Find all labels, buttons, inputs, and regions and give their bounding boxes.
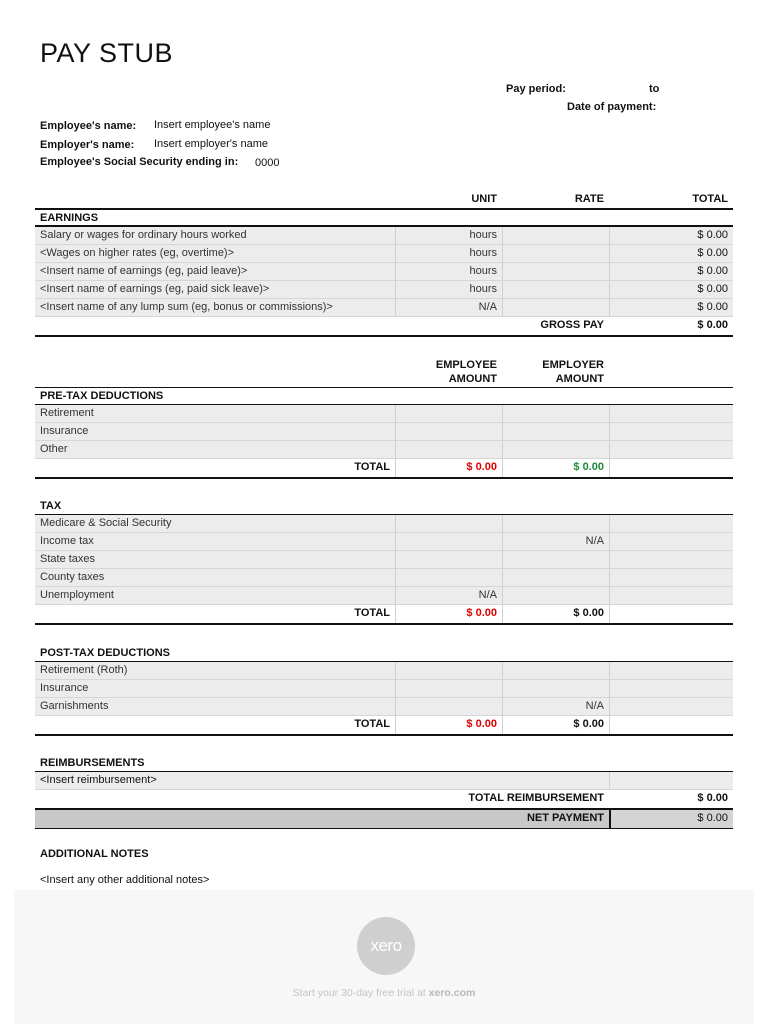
employer-amount[interactable]: N/A bbox=[502, 698, 609, 715]
tax-desc[interactable]: State taxes bbox=[40, 553, 96, 565]
employer-name-label: Employer's name: bbox=[40, 139, 135, 151]
posttax-employer-total: $ 0.00 bbox=[502, 716, 609, 734]
earning-unit[interactable]: N/A bbox=[395, 299, 502, 316]
pretax-employee-total: $ 0.00 bbox=[395, 459, 502, 477]
table-row bbox=[35, 680, 733, 698]
employee-amount[interactable] bbox=[395, 533, 502, 550]
employer-amount[interactable] bbox=[502, 569, 609, 586]
table-row bbox=[35, 662, 733, 680]
employee-amount[interactable] bbox=[395, 680, 502, 697]
employee-amount[interactable] bbox=[395, 515, 502, 532]
gross-pay-label: GROSS PAY bbox=[540, 319, 604, 331]
posttax-total-label: TOTAL bbox=[354, 718, 390, 730]
table-row bbox=[35, 551, 733, 569]
reimbursements-section-title: REIMBURSEMENTS bbox=[35, 755, 733, 772]
earning-desc[interactable]: Salary or wages for ordinary hours worked bbox=[40, 229, 247, 241]
earning-rate[interactable] bbox=[502, 263, 609, 280]
employer-amount[interactable] bbox=[502, 587, 609, 604]
pretax-employer-total: $ 0.00 bbox=[502, 459, 609, 477]
table-row bbox=[35, 569, 733, 587]
earning-unit[interactable]: hours bbox=[395, 227, 502, 244]
employee-amount[interactable] bbox=[395, 405, 502, 422]
earning-unit[interactable]: hours bbox=[395, 263, 502, 280]
earning-total: $ 0.00 bbox=[609, 263, 733, 280]
posttax-employee-total: $ 0.00 bbox=[395, 716, 502, 734]
earning-total: $ 0.00 bbox=[609, 245, 733, 262]
table-row bbox=[35, 441, 733, 459]
tax-table bbox=[35, 498, 733, 625]
deduction-desc[interactable]: Garnishments bbox=[40, 700, 109, 712]
employer-amount[interactable] bbox=[502, 405, 609, 422]
employer-amount[interactable] bbox=[502, 680, 609, 697]
ssn-label: Employee's Social Security ending in: bbox=[40, 156, 239, 168]
tax-desc[interactable]: Unemployment bbox=[40, 589, 114, 601]
deduction-desc[interactable]: Insurance bbox=[40, 425, 89, 437]
employee-amount[interactable] bbox=[395, 569, 502, 586]
employee-amount[interactable] bbox=[395, 441, 502, 458]
earning-total: $ 0.00 bbox=[609, 299, 733, 316]
table-row bbox=[35, 405, 733, 423]
employer-amount[interactable]: N/A bbox=[502, 533, 609, 550]
pay-period-to: to bbox=[649, 83, 660, 95]
tax-desc[interactable]: Medicare & Social Security bbox=[40, 517, 172, 529]
trial-banner bbox=[0, 987, 768, 999]
table-row bbox=[35, 587, 733, 605]
employer-amount[interactable] bbox=[502, 662, 609, 679]
tax-section-title: TAX bbox=[35, 498, 733, 515]
earning-desc[interactable]: <Insert name of earnings (eg, paid sick leave)> bbox=[40, 283, 270, 295]
reimbursement-amount[interactable] bbox=[609, 772, 733, 789]
posttax-table bbox=[35, 645, 733, 736]
tax-desc[interactable]: Income tax bbox=[40, 535, 94, 547]
employee-name-field[interactable]: Insert employee's name bbox=[154, 119, 271, 131]
tax-total-label: TOTAL bbox=[354, 607, 390, 619]
table-row bbox=[35, 227, 733, 245]
employer-amount[interactable] bbox=[502, 441, 609, 458]
employee-name-label: Employee's name: bbox=[40, 120, 137, 132]
earning-desc[interactable]: <Wages on higher rates (eg, overtime)> bbox=[40, 247, 235, 259]
tax-employee-total: $ 0.00 bbox=[395, 605, 502, 623]
col-total-header: TOTAL bbox=[692, 193, 728, 205]
earning-rate[interactable] bbox=[502, 299, 609, 316]
pretax-section-title: PRE-TAX DEDUCTIONS bbox=[35, 388, 733, 405]
employer-amount[interactable] bbox=[502, 551, 609, 568]
table-row bbox=[35, 772, 733, 790]
employer-amount-header-1: EMPLOYER bbox=[542, 359, 604, 371]
earning-rate[interactable] bbox=[502, 245, 609, 262]
employer-name-field[interactable]: Insert employer's name bbox=[154, 138, 268, 150]
deduction-desc[interactable]: Retirement bbox=[40, 407, 94, 419]
employee-amount[interactable] bbox=[395, 662, 502, 679]
pretax-table bbox=[35, 387, 733, 479]
earning-total: $ 0.00 bbox=[609, 281, 733, 298]
table-row bbox=[35, 245, 733, 263]
net-payment-label: NET PAYMENT bbox=[526, 812, 604, 824]
trial-text: Start your 30-day free trial at bbox=[292, 987, 429, 999]
employer-amount[interactable] bbox=[502, 515, 609, 532]
deductions-header bbox=[35, 357, 733, 387]
deduction-desc[interactable]: Other bbox=[40, 443, 68, 455]
tax-desc[interactable]: County taxes bbox=[40, 571, 105, 583]
pay-period-label: Pay period: bbox=[506, 83, 566, 95]
earnings-table bbox=[35, 191, 733, 337]
table-row bbox=[35, 533, 733, 551]
net-payment-value: $ 0.00 bbox=[609, 810, 733, 828]
earning-desc[interactable]: <Insert name of any lump sum (eg, bonus or commissions)> bbox=[40, 301, 333, 313]
earning-rate[interactable] bbox=[502, 227, 609, 244]
reimbursements-table bbox=[35, 755, 733, 829]
employee-amount[interactable] bbox=[395, 551, 502, 568]
earning-unit[interactable]: hours bbox=[395, 245, 502, 262]
additional-notes-heading: ADDITIONAL NOTES bbox=[40, 848, 149, 860]
col-rate-header: RATE bbox=[574, 193, 604, 205]
tax-employer-total: $ 0.00 bbox=[502, 605, 609, 623]
page-title: PAY STUB bbox=[40, 38, 174, 68]
employer-amount-header-2: AMOUNT bbox=[555, 373, 604, 385]
col-unit-header: UNIT bbox=[471, 193, 497, 205]
table-row bbox=[35, 515, 733, 533]
employee-amount-header-2: AMOUNT bbox=[448, 373, 497, 385]
earning-rate[interactable] bbox=[502, 281, 609, 298]
table-row bbox=[35, 698, 733, 716]
pretax-total-label: TOTAL bbox=[354, 461, 390, 473]
table-row bbox=[35, 299, 733, 317]
employer-amount[interactable] bbox=[502, 423, 609, 440]
earning-desc[interactable]: <Insert name of earnings (eg, paid leave)> bbox=[40, 265, 248, 277]
table-row bbox=[35, 263, 733, 281]
table-row bbox=[35, 423, 733, 441]
additional-notes-field[interactable]: <Insert any other additional notes> bbox=[40, 874, 210, 886]
date-of-payment-label: Date of payment: bbox=[567, 101, 657, 113]
trial-link[interactable]: xero.com bbox=[428, 987, 476, 999]
deduction-desc[interactable]: Retirement (Roth) bbox=[40, 664, 128, 676]
deduction-desc[interactable]: Insurance bbox=[40, 682, 89, 694]
total-reimbursement-value: $ 0.00 bbox=[697, 792, 728, 804]
reimbursement-desc[interactable]: <Insert reimbursement> bbox=[40, 774, 157, 786]
earnings-section-title: EARNINGS bbox=[35, 210, 733, 227]
xero-logo[interactable]: xero bbox=[357, 917, 415, 975]
earning-unit[interactable]: hours bbox=[395, 281, 502, 298]
employee-amount[interactable]: N/A bbox=[395, 587, 502, 604]
posttax-section-title: POST-TAX DEDUCTIONS bbox=[35, 645, 733, 662]
total-reimbursement-label: TOTAL REIMBURSEMENT bbox=[468, 792, 604, 804]
employee-amount[interactable] bbox=[395, 423, 502, 440]
employee-amount-header-1: EMPLOYEE bbox=[435, 359, 497, 371]
employee-amount[interactable] bbox=[395, 698, 502, 715]
ssn-field[interactable]: 0000 bbox=[255, 157, 280, 169]
gross-pay-value: $ 0.00 bbox=[697, 319, 728, 331]
table-row bbox=[35, 281, 733, 299]
earning-total: $ 0.00 bbox=[609, 227, 733, 244]
